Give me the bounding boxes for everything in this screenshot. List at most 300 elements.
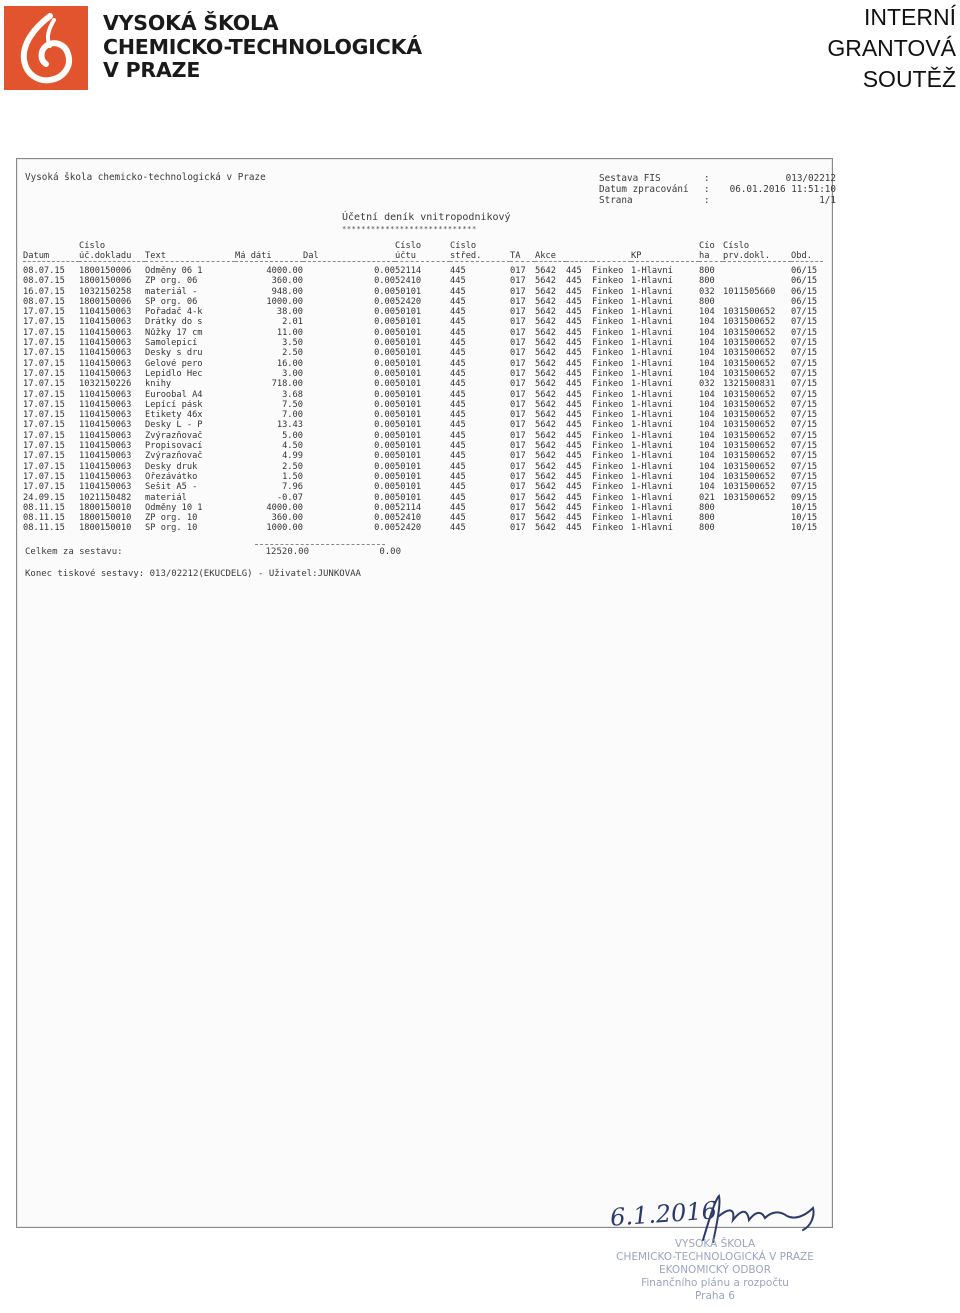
meta-key: Strana: [599, 194, 633, 206]
table-cell: 445: [450, 492, 466, 503]
table-cell: Finkeo: [592, 286, 624, 297]
table-cell: 445: [450, 379, 466, 390]
table-cell: Finkeo: [592, 307, 624, 318]
table-row: [23, 451, 823, 461]
table-cell: 445: [450, 276, 466, 287]
table-cell: 1031500652: [723, 307, 776, 318]
table-cell: 445: [450, 513, 466, 524]
table-cell: 0.00: [374, 502, 395, 513]
table-cell: 3.00: [282, 368, 303, 379]
table-cell: 06/15: [791, 296, 818, 307]
column-header: Čío: [699, 241, 715, 251]
table-cell: 1104150063: [79, 410, 132, 421]
table-cell: 5642: [535, 471, 556, 482]
table-cell: 17.07.15: [23, 420, 65, 431]
table-cell: Propisovací: [145, 441, 203, 452]
table-cell: Finkeo: [592, 399, 624, 410]
table-cell: 07/15: [791, 451, 818, 462]
table-cell: Euroobal A4: [145, 389, 203, 400]
table-cell: 360.00: [271, 276, 303, 287]
school-name-line: VYSOKÁ ŠKOLA: [103, 11, 279, 35]
table-cell: 445: [450, 348, 466, 359]
table-cell: 445: [450, 358, 466, 369]
report-meta: [599, 174, 836, 206]
table-cell: 445: [450, 389, 466, 400]
table-cell: 104: [699, 327, 715, 338]
table-cell: 017: [510, 276, 526, 287]
column-header: Akce: [535, 251, 566, 262]
table-cell: 50101: [395, 338, 422, 349]
table-cell: 7.96: [282, 482, 303, 493]
table-cell: 0.00: [374, 389, 395, 400]
table-cell: 445: [566, 492, 582, 503]
table-cell: 104: [699, 430, 715, 441]
table-cell: 1.50: [282, 471, 303, 482]
stamp-line: Finančního plánu a rozpočtu: [641, 1277, 789, 1289]
table-cell: 445: [450, 307, 466, 318]
table-cell: 017: [510, 296, 526, 307]
table-cell: 0.00: [374, 482, 395, 493]
table-cell: 5642: [535, 482, 556, 493]
table-cell: 104: [699, 368, 715, 379]
table-cell: Lepidlo Hec: [145, 368, 203, 379]
table-cell: 1800150010: [79, 513, 132, 524]
table-cell: 445: [450, 286, 466, 297]
table-cell: 800: [699, 266, 715, 276]
table-cell: 445: [566, 451, 582, 462]
column-header: Dal: [303, 251, 395, 262]
meta-key: Sestava FIS: [599, 173, 661, 184]
table-cell: Finkeo: [592, 482, 624, 493]
table-cell: 17.07.15: [23, 307, 65, 318]
table-cell: 4.99: [282, 451, 303, 462]
column-header: úč.dokladu: [79, 251, 145, 262]
table-cell: 948.00: [271, 286, 303, 297]
table-cell: 445: [566, 348, 582, 359]
table-cell: 017: [510, 389, 526, 400]
table-cell: 1104150063: [79, 441, 132, 452]
table-cell: 1031500652: [723, 441, 776, 452]
competition-title-line: INTERNÍ: [864, 4, 956, 30]
table-cell: 445: [566, 410, 582, 421]
table-cell: 1800150006: [79, 296, 132, 307]
table-cell: 1104150063: [79, 327, 132, 338]
table-cell: 08.07.15: [23, 296, 65, 307]
table-cell: 017: [510, 410, 526, 421]
table-cell: 5642: [535, 338, 556, 349]
table-cell: 17.07.15: [23, 410, 65, 421]
table-cell: Finkeo: [592, 492, 624, 503]
table-cell: Zvýrazňovač: [145, 451, 203, 462]
table-cell: 5642: [535, 317, 556, 328]
table-cell: 50101: [395, 410, 422, 421]
table-cell: Finkeo: [592, 276, 624, 287]
table-cell: 07/15: [791, 441, 818, 452]
table-cell: 800: [699, 276, 715, 287]
school-name-line: V PRAZE: [103, 58, 201, 82]
table-cell: 17.07.15: [23, 461, 65, 472]
stamp-line: Praha 6: [694, 1290, 735, 1302]
table-cell: Desky druk: [145, 461, 198, 472]
table-cell: 1031500652: [723, 348, 776, 359]
table-cell: 718.00: [271, 379, 303, 390]
table-cell: 1-Hlavní: [631, 513, 673, 524]
table-cell: 1-Hlavní: [631, 327, 673, 338]
table-cell: 1031500652: [723, 410, 776, 421]
table-cell: 017: [510, 317, 526, 328]
table-cell: 52410: [395, 276, 422, 287]
table-cell: 032: [699, 286, 715, 297]
table-cell: 445: [566, 276, 582, 287]
table-cell: 17.07.15: [23, 471, 65, 482]
total-credit: 0.00: [379, 547, 401, 557]
table-cell: 445: [566, 399, 582, 410]
table-cell: 0.00: [374, 410, 395, 421]
total-debit: 12520.00: [265, 547, 309, 557]
table-cell: Sešit A5 -: [145, 482, 198, 493]
table-cell: 1-Hlavní: [631, 379, 673, 390]
table-cell: 17.07.15: [23, 368, 65, 379]
table-row: [23, 462, 823, 472]
table-cell: Samolepicí: [145, 338, 198, 349]
table-cell: 445: [566, 327, 582, 338]
table-cell: 5642: [535, 286, 556, 297]
table-cell: 445: [566, 368, 582, 379]
report-organization: Vysoká škola chemicko-technologická v Praze: [25, 172, 266, 183]
table-cell: 0.00: [374, 266, 395, 276]
table-cell: 017: [510, 286, 526, 297]
table-cell: Finkeo: [592, 327, 624, 338]
table-cell: 104: [699, 399, 715, 410]
table-cell: Finkeo: [592, 358, 624, 369]
table-cell: 017: [510, 471, 526, 482]
meta-row: Sestava FIS : 013/02212: [599, 173, 836, 184]
table-cell: 0.00: [374, 276, 395, 287]
table-row: [23, 287, 823, 297]
table-cell: Finkeo: [592, 317, 624, 328]
table-cell: 0.00: [374, 317, 395, 328]
table-cell: 50101: [395, 286, 422, 297]
table-cell: 07/15: [791, 327, 818, 338]
table-cell: ZP org. 06: [145, 276, 198, 287]
table-cell: Finkeo: [592, 461, 624, 472]
table-cell: 0.00: [374, 296, 395, 307]
table-cell: Finkeo: [592, 296, 624, 307]
table-cell: 0.00: [374, 348, 395, 359]
table-cell: 800: [699, 296, 715, 307]
table-cell: 1-Hlavní: [631, 338, 673, 349]
table-cell: 08.11.15: [23, 513, 65, 524]
table-cell: 445: [450, 317, 466, 328]
table-cell: 0.00: [374, 327, 395, 338]
table-cell: 445: [566, 502, 582, 513]
table-cell: 5.00: [282, 430, 303, 441]
table-cell: 800: [699, 513, 715, 524]
table-cell: 032: [699, 379, 715, 390]
table-cell: SP org. 06: [145, 296, 198, 307]
table-cell: 50101: [395, 358, 422, 369]
table-cell: 5642: [535, 451, 556, 462]
table-cell: 17.07.15: [23, 399, 65, 410]
table-cell: 06/15: [791, 276, 818, 287]
table-cell: 1031500652: [723, 389, 776, 400]
table-cell: 1-Hlavní: [631, 471, 673, 482]
table-cell: 0.00: [374, 513, 395, 524]
table-cell: Finkeo: [592, 266, 624, 276]
table-cell: 017: [510, 482, 526, 493]
column-header: Číslo: [79, 241, 106, 251]
table-cell: Nůžky 17 cm: [145, 327, 203, 338]
table-cell: 3.68: [282, 389, 303, 400]
table-cell: 5642: [535, 410, 556, 421]
table-cell: 07/15: [791, 379, 818, 390]
table-cell: 1011505660: [723, 286, 776, 297]
table-cell: 445: [566, 317, 582, 328]
table-cell: 1031500652: [723, 492, 776, 503]
column-header: Číslo: [395, 241, 422, 251]
table-cell: 017: [510, 307, 526, 318]
table-cell: 16.07.15: [23, 286, 65, 297]
table-cell: 1031500652: [723, 317, 776, 328]
table-cell: 445: [566, 286, 582, 297]
table-cell: SP org. 10: [145, 523, 198, 534]
table-cell: 5642: [535, 430, 556, 441]
table-cell: 5642: [535, 513, 556, 524]
total-label: Celkem za sestavu:: [25, 547, 123, 557]
table-cell: 2.01: [282, 317, 303, 328]
table-cell: 1031500652: [723, 471, 776, 482]
table-cell: 1104150063: [79, 399, 132, 410]
table-cell: 17.07.15: [23, 358, 65, 369]
table-cell: 17.07.15: [23, 317, 65, 328]
table-cell: 0.00: [374, 368, 395, 379]
table-cell: 1-Hlavní: [631, 482, 673, 493]
table-cell: 0.00: [374, 399, 395, 410]
table-cell: Odměny 06 1: [145, 266, 203, 276]
table-cell: 445: [450, 420, 466, 431]
table-cell: Finkeo: [592, 513, 624, 524]
table-row: [23, 348, 823, 358]
table-cell: 50101: [395, 368, 422, 379]
table-cell: 1104150063: [79, 348, 132, 359]
table-cell: Finkeo: [592, 410, 624, 421]
table-cell: [723, 513, 791, 523]
table-cell: 017: [510, 441, 526, 452]
table-cell: 1031500652: [723, 399, 776, 410]
table-cell: 104: [699, 348, 715, 359]
table-cell: 1031500652: [723, 358, 776, 369]
table-row: [23, 369, 823, 379]
table-cell: 0.00: [374, 471, 395, 482]
school-name-line: CHEMICKO-TECHNOLOGICKÁ: [103, 34, 422, 59]
table-cell: Finkeo: [592, 348, 624, 359]
table-cell: 50101: [395, 441, 422, 452]
table-cell: 7.50: [282, 399, 303, 410]
table-cell: 0.00: [374, 430, 395, 441]
table-cell: 0.00: [374, 286, 395, 297]
table-cell: 445: [566, 389, 582, 400]
table-cell: 017: [510, 461, 526, 472]
table-cell: 07/15: [791, 307, 818, 318]
table-cell: 07/15: [791, 410, 818, 421]
table-cell: 17.07.15: [23, 430, 65, 441]
table-cell: 1104150063: [79, 461, 132, 472]
table-cell: 445: [566, 338, 582, 349]
table-cell: 1000.00: [266, 523, 303, 534]
table-cell: 50101: [395, 471, 422, 482]
table-cell: 50101: [395, 379, 422, 390]
table-cell: 445: [566, 307, 582, 318]
table-cell: 800: [699, 523, 715, 534]
table-cell: 017: [510, 399, 526, 410]
table-cell: 1021150482: [79, 492, 132, 503]
vscht-logo: [4, 6, 88, 90]
table-cell: 07/15: [791, 317, 818, 328]
column-header: Číslo: [450, 241, 477, 251]
table-cell: 1031500652: [723, 451, 776, 462]
table-row: [23, 338, 823, 348]
table-cell: 1-Hlavní: [631, 420, 673, 431]
total-rule: [255, 544, 385, 545]
table-row: [23, 420, 823, 430]
table-cell: Desky s dru: [145, 348, 203, 359]
table-cell: 5642: [535, 461, 556, 472]
table-cell: 17.07.15: [23, 338, 65, 349]
table-cell: 104: [699, 307, 715, 318]
table-cell: 1321500831: [723, 379, 776, 390]
table-cell: 24.09.15: [23, 492, 65, 503]
table-cell: 5642: [535, 420, 556, 431]
table-cell: 1104150063: [79, 317, 132, 328]
table-cell: 1-Hlavní: [631, 399, 673, 410]
school-name: [103, 12, 422, 83]
table-cell: 445: [566, 296, 582, 307]
table-cell: 50101: [395, 399, 422, 410]
column-header: Text: [145, 251, 235, 262]
table-cell: 08.07.15: [23, 276, 65, 287]
table-cell: 017: [510, 327, 526, 338]
table-cell: 07/15: [791, 399, 818, 410]
table-cell: 445: [450, 523, 466, 534]
table-cell: 445: [450, 327, 466, 338]
table-cell: 017: [510, 338, 526, 349]
table-row: [23, 482, 823, 492]
report-title-rule: ****************************: [342, 225, 477, 233]
table-cell: 52420: [395, 296, 422, 307]
table-cell: 1031500652: [723, 482, 776, 493]
table-cell: 445: [450, 410, 466, 421]
table-cell: 5642: [535, 276, 556, 287]
table-cell: 0.00: [374, 338, 395, 349]
table-cell: 50101: [395, 327, 422, 338]
table-cell: 445: [566, 482, 582, 493]
table-cell: 445: [450, 471, 466, 482]
table-cell: 3.50: [282, 338, 303, 349]
table-cell: 017: [510, 358, 526, 369]
table-cell: 017: [510, 430, 526, 441]
table-row: [23, 317, 823, 327]
table-cell: 017: [510, 348, 526, 359]
table-cell: 1104150063: [79, 430, 132, 441]
table-cell: Zvýrazňovač: [145, 430, 203, 441]
report-footer: Konec tiskové sestavy: 013/02212(EKUCDELG) - Uživatel:JUNKOVAA: [25, 569, 361, 579]
table-cell: ZP org. 10: [145, 513, 198, 524]
table-cell: 104: [699, 420, 715, 431]
table-cell: 104: [699, 441, 715, 452]
table-cell: 445: [566, 430, 582, 441]
table-cell: 360.00: [271, 513, 303, 524]
meta-key: Datum zpracování: [599, 183, 689, 195]
table-row: [23, 431, 823, 441]
table-cell: 50101: [395, 451, 422, 462]
table-cell: 445: [450, 296, 466, 307]
table-cell: 50101: [395, 348, 422, 359]
competition-title-line: SOUTĚŽ: [862, 66, 956, 92]
table-cell: materiál -: [145, 286, 198, 297]
table-cell: 1031500652: [723, 327, 776, 338]
table-cell: 0.00: [374, 379, 395, 390]
table-cell: 50101: [395, 420, 422, 431]
table-cell: 17.07.15: [23, 327, 65, 338]
table-cell: 07/15: [791, 471, 818, 482]
table-cell: 08.07.15: [23, 266, 65, 276]
table-cell: 10/15: [791, 513, 818, 524]
table-cell: 50101: [395, 461, 422, 472]
table-cell: 5642: [535, 307, 556, 318]
table-cell: 017: [510, 451, 526, 462]
table-cell: 50101: [395, 307, 422, 318]
table-cell: Finkeo: [592, 471, 624, 482]
table-cell: 104: [699, 471, 715, 482]
table-cell: 5642: [535, 379, 556, 390]
table-cell: 445: [566, 358, 582, 369]
table-row: [23, 503, 823, 513]
signature-area: [590, 1190, 850, 1313]
table-row: [23, 523, 823, 533]
table-cell: 4000.00: [266, 502, 303, 513]
table-cell: 07/15: [791, 338, 818, 349]
table-cell: Finkeo: [592, 502, 624, 513]
table-cell: Finkeo: [592, 389, 624, 400]
table-cell: 07/15: [791, 389, 818, 400]
table-row: [23, 307, 823, 317]
table-cell: 5642: [535, 368, 556, 379]
flame-logo-icon: [4, 6, 88, 90]
column-header: Datum: [23, 251, 79, 262]
table-cell: Ořezávátko: [145, 471, 198, 482]
table-cell: 1104150063: [79, 358, 132, 369]
table-cell: 16.00: [276, 358, 303, 369]
meta-value: 06.01.2016 11:51:10: [729, 183, 836, 195]
table-cell: 17.07.15: [23, 389, 65, 400]
table-cell: Finkeo: [592, 441, 624, 452]
table-cell: 445: [450, 482, 466, 493]
table-cell: 1104150063: [79, 368, 132, 379]
table-cell: 017: [510, 368, 526, 379]
column-header: Číslo: [723, 241, 750, 251]
table-cell: 445: [450, 451, 466, 462]
table-cell: 2.50: [282, 348, 303, 359]
table-cell: 06/15: [791, 286, 818, 297]
table-cell: 50101: [395, 492, 422, 503]
table-cell: 07/15: [791, 482, 818, 493]
table-cell: 1104150063: [79, 471, 132, 482]
table-cell: 17.07.15: [23, 441, 65, 452]
table-cell: 5642: [535, 492, 556, 503]
table-cell: 1-Hlavní: [631, 368, 673, 379]
table-cell: 5642: [535, 441, 556, 452]
table-cell: 104: [699, 482, 715, 493]
